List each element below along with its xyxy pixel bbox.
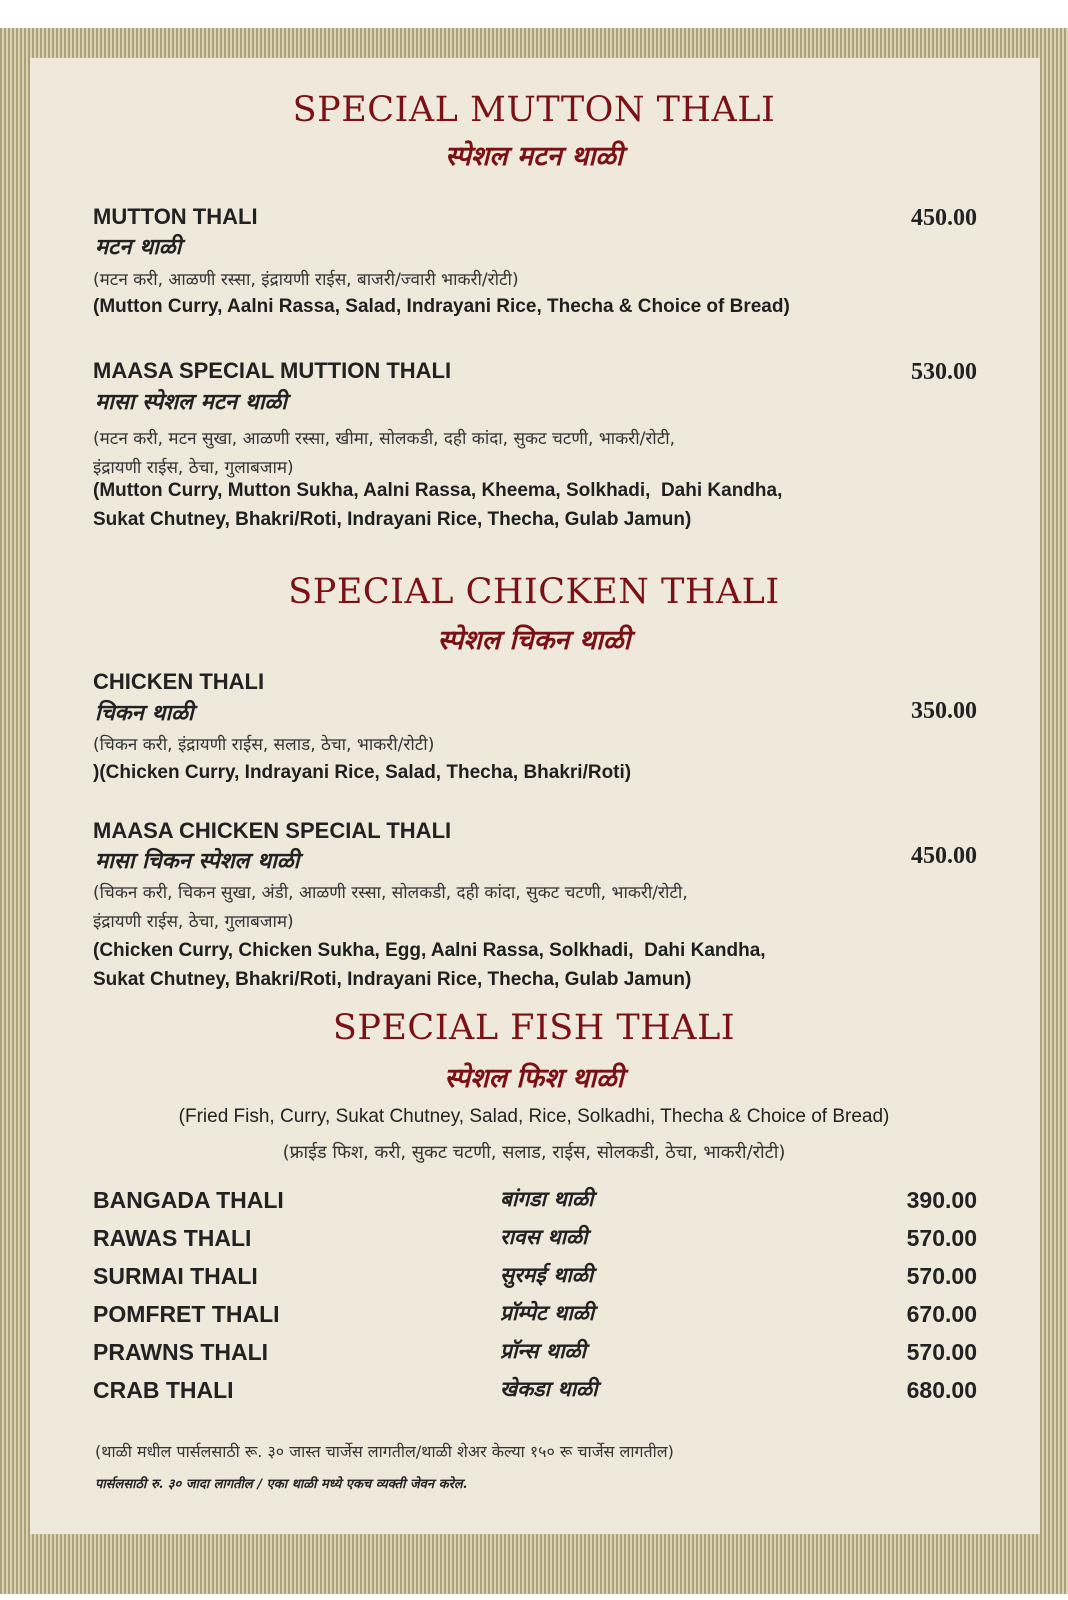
menu-item-description-marathi: (मटन करी, मटन सुखा, आळणी रस्सा, खीमा, सोलकडी, दही कांदा, सुकट चटणी, भाकरी/रोटी, इंद्रायणी राईस, ठेचा, गुलाबजाम) bbox=[93, 429, 676, 478]
menu-item-price: 530.00 bbox=[911, 359, 977, 385]
fish-thali-name-marathi: प्रॉम्पेट थाळी bbox=[500, 1300, 595, 1325]
fish-thali-price: 570.00 bbox=[906, 1225, 977, 1251]
fish-thali-name-marathi: बांगडा थाळी bbox=[500, 1186, 594, 1211]
menu-item-name: CHICKEN THALI bbox=[93, 669, 265, 694]
fish-thali-name: PRAWNS THALI bbox=[93, 1339, 269, 1365]
chicken-section-subtitle: स्पेशल चिकन थाळी bbox=[437, 625, 631, 656]
fish-thali-price: 570.00 bbox=[906, 1339, 977, 1365]
fish-thali-name: POMFRET THALI bbox=[93, 1301, 280, 1327]
parcel-note: (थाळी मधील पार्सलसाठी रू. ३० जास्त चार्जेस लागतील/थाळी शेअर केल्या १५० रू चार्जेस लागतील) bbox=[95, 1442, 674, 1461]
menu-item-name-marathi: मासा स्पेशल मटन थाळी bbox=[95, 389, 287, 415]
chicken-section-title: SPECIAL CHICKEN THALI bbox=[288, 572, 780, 612]
menu-item-name-marathi: मासा चिकन स्पेशल थाळी bbox=[95, 848, 300, 874]
menu-item-name-marathi: चिकन थाळी bbox=[95, 700, 194, 726]
fish-thali-price: 680.00 bbox=[906, 1377, 977, 1403]
menu-item-description-marathi: (चिकन करी, इंद्रायणी राईस, सलाड, ठेचा, भाकरी/रोटी) bbox=[93, 735, 435, 755]
fish-thali-name-marathi: प्रॉन्स थाळी bbox=[500, 1338, 586, 1363]
fish-thali-name-marathi: सुरमई थाळी bbox=[500, 1262, 594, 1287]
menu-item-name: MUTTON THALI bbox=[93, 204, 258, 229]
fish-section-title: SPECIAL FISH THALI bbox=[332, 1008, 736, 1048]
menu-item-description: (Mutton Curry, Aalni Rassa, Salad, Indrayani Rice, Thecha & Choice of Bread) bbox=[93, 296, 790, 317]
menu-item-price: 450.00 bbox=[911, 205, 977, 231]
fish-thali-price: 570.00 bbox=[906, 1263, 977, 1289]
fish-section-subtitle: स्पेशल फिश थाळी bbox=[444, 1063, 624, 1094]
fish-description-marathi: (फ्राईड फिश, करी, सुकट चटणी, सलाड, राईस, सोलकडी, ठेचा, भाकरी/रोटी) bbox=[282, 1142, 786, 1163]
menu-item-description-marathi: (मटन करी, आळणी रस्सा, इंद्रायणी राईस, बाजरी/ज्वारी भाकरी/रोटी) bbox=[93, 270, 519, 290]
menu-item-name-marathi: मटन थाळी bbox=[95, 234, 182, 260]
menu-item-name: MAASA CHICKEN SPECIAL THALI bbox=[93, 818, 452, 843]
list-item bbox=[0, 1339, 1068, 1377]
fish-description: (Fried Fish, Curry, Sukat Chutney, Salad, Rice, Solkadhi, Thecha & Choice of Bread) bbox=[178, 1106, 890, 1127]
list-item bbox=[0, 1263, 1068, 1301]
list-item bbox=[0, 1225, 1068, 1263]
fish-thali-name: CRAB THALI bbox=[93, 1377, 234, 1403]
menu-item-name: MAASA SPECIAL MUTTION THALI bbox=[93, 358, 452, 383]
fish-thali-name: BANGADA THALI bbox=[93, 1187, 284, 1213]
menu-item-description-marathi: (चिकन करी, चिकन सुखा, अंडी, आळणी रस्सा, सोलकडी, दही कांदा, सुकट चटणी, भाकरी/रोटी, इंद्रायणी राईस, ठेचा, गुलाबजाम) bbox=[93, 883, 688, 932]
mutton-section-title: SPECIAL MUTTON THALI bbox=[292, 90, 776, 130]
list-item bbox=[0, 1377, 1068, 1415]
fish-thali-price: 390.00 bbox=[906, 1187, 977, 1213]
list-item bbox=[0, 1301, 1068, 1339]
fish-thali-price: 670.00 bbox=[906, 1301, 977, 1327]
menu-item-price: 350.00 bbox=[911, 698, 977, 724]
menu-item-description: (Mutton Curry, Mutton Sukha, Aalni Rassa, Kheema, Solkhadi, Dahi Kandha, Sukat Chutney, Bhakri/Roti, Indrayani Rice, Thecha, Gulab Jamun) bbox=[93, 480, 783, 530]
sharing-note: पार्सलसाठी रु. ३० जादा लागतील / एका थाळी मध्ये एकच व्यक्ती जेवन करेल. bbox=[95, 1477, 468, 1492]
menu-item-description: (Chicken Curry, Chicken Sukha, Egg, Aalni Rassa, Solkhadi, Dahi Kandha, Sukat Chutney, Bhakri/Roti, Indrayani Rice, Thecha, Gulab Jamun) bbox=[93, 940, 766, 990]
menu-item-description: )(Chicken Curry, Indrayani Rice, Salad, Thecha, Bhakri/Roti) bbox=[93, 762, 632, 783]
fish-thali-name: SURMAI THALI bbox=[93, 1263, 258, 1289]
fish-thali-name-marathi: रावस थाळी bbox=[500, 1224, 588, 1249]
mutton-section-subtitle: स्पेशल मटन थाळी bbox=[445, 141, 623, 172]
menu-item-price: 450.00 bbox=[911, 843, 977, 869]
fish-thali-name: RAWAS THALI bbox=[93, 1225, 252, 1251]
fish-thali-name-marathi: खेकडा थाळी bbox=[500, 1376, 598, 1401]
list-item bbox=[0, 1187, 1068, 1225]
